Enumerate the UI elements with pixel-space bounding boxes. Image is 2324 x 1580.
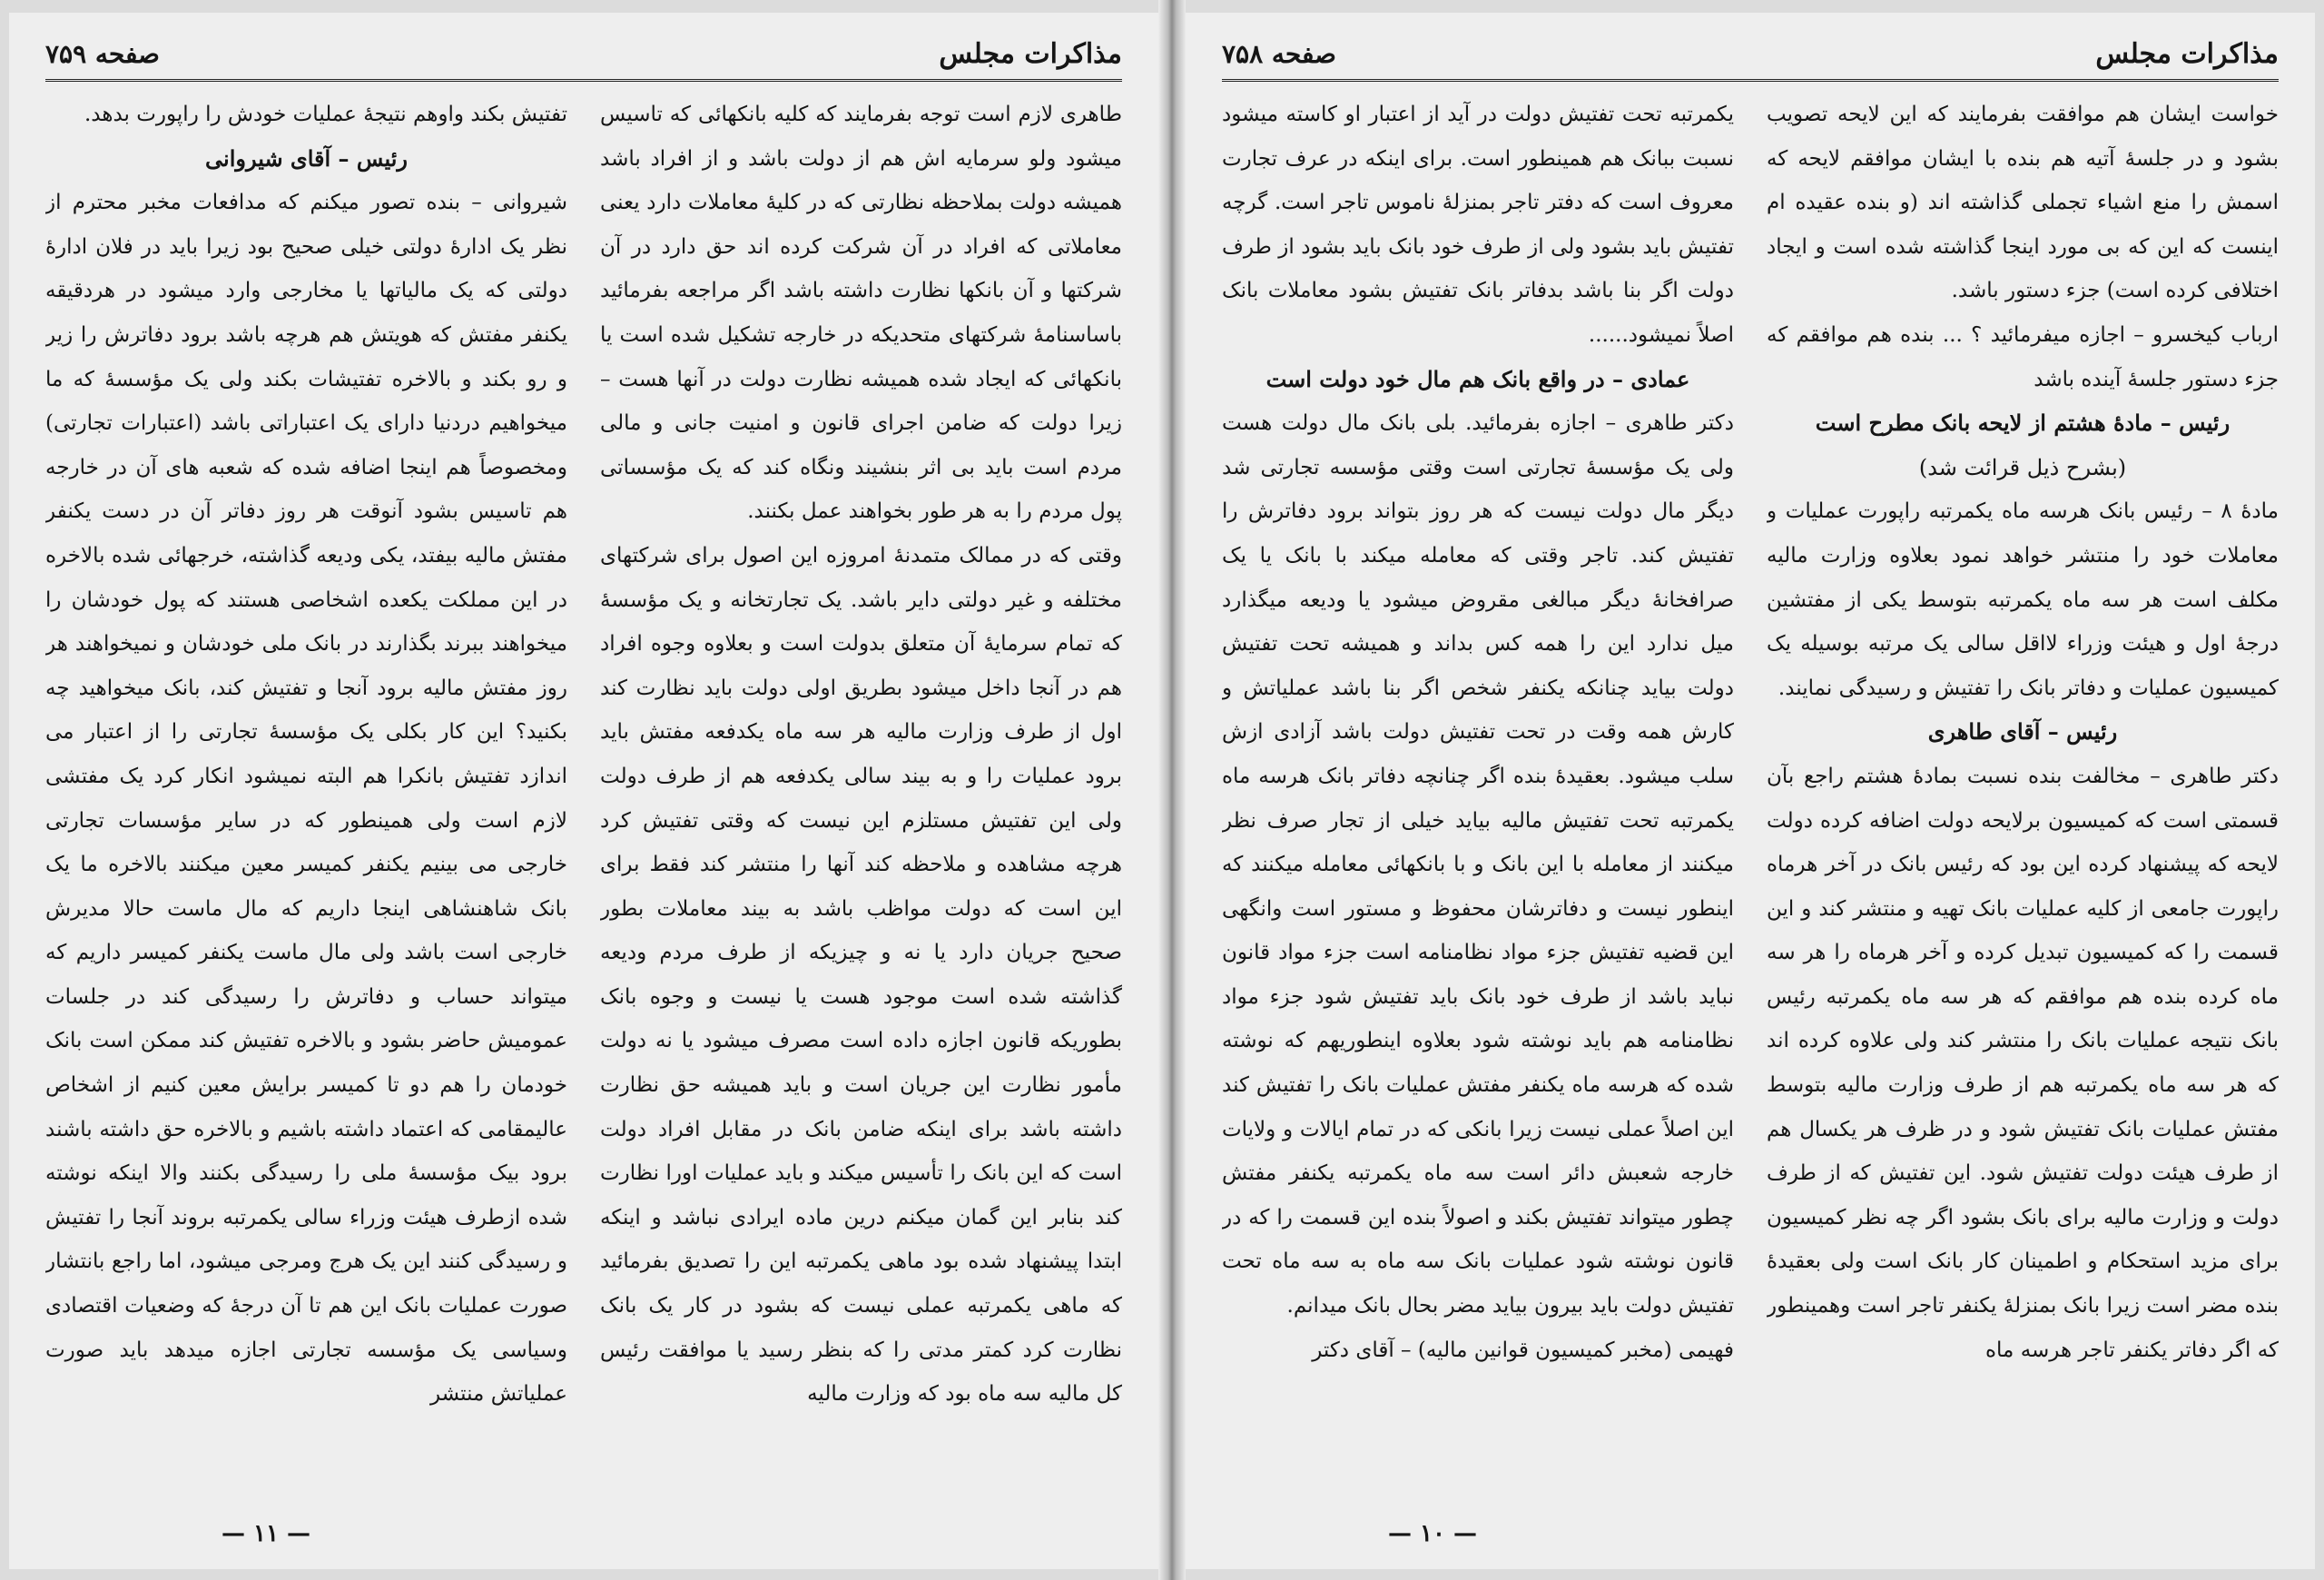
right-header-title: مذاکرات مجلس (2095, 38, 2279, 70)
paragraph: فهیمی (مخبر کمیسیون قوانین مالیه) – آقای دکتر (1312, 1338, 1734, 1362)
left-page-columns (45, 93, 1122, 1506)
right-page-header (1222, 29, 2279, 82)
book-gutter (1158, 0, 1186, 1580)
speaker-heading: رئیس – آقای طاهری (1927, 718, 2118, 746)
reading-note: (بشرح ذیل قرائت شد) (1918, 454, 2127, 480)
agenda-heading: رئیس – مادهٔ هشتم از لایحه بانک مطرح است (1815, 410, 2230, 437)
paragraph: طاهری لازم است توجه بفرمایند که کلیه بانکهائی که تاسیس میشود ولو سرمایه اش هم از دولت باشد و از افراد باشد همیشه دولت بملاحظه نظارتی که در کلیهٔ معاملات دارد یعنی معاملاتی که افراد در آن شرکت کرده اند حق دارد در آن شرکتها و آن بانکها نظارت داشته باشد اگر مراجعه بفرمائید باساسنامهٔ شرکتهای متحدیکه در خارجه تشکیل شده است یا بانکهائی که ایجاد شده همیشه نظارت دولت در آنها هست – زیرا دولت که ضامن اجرای قانون و امنیت جانی و مالی مردم است باید بی اثر بنشیند ونگاه کند که یک مؤسساتی پول مردم را به هر طور بخواهند عمل بکنند. (600, 103, 1122, 524)
left-page-header (45, 29, 1122, 82)
paragraph: تفتیش بکند واوهم نتیجهٔ عملیات خودش را راپورت بدهد. (84, 103, 567, 126)
speaker-heading: عمادی – در واقع بانک هم مال خود دولت است (1265, 365, 1690, 392)
paragraph: دکتر طاهری – مخالفت بنده نسبت بمادهٔ هشتم راجع بآن قسمتی است که کمیسیون برلایحه دولت اضافه کرده دولت لایحه که پیشنهاد کرده این بود که رئیس بانک در آخر هرماه راپورت جامعی از کلیه عملیات بانک تهیه و منتشر کند و این قسمت را که کمیسیون تبدیل کرده و آخر هرماه را هر سه ماه کرده بنده هم موافقم که هر سه ماه یکمرتبه رئیس بانک نتیجه عملیات بانک را منتشر کند ولی علاوه کرده اند که هر سه ماه یکمرتبه هم از طرف وزارت مالیه بتوسط مفتش عملیات بانک تفتیش شود و در ظرف هر یکسال هم از طرف هیئت دولت تفتیش شود. این تفتیش که از طرف دولت و وزارت مالیه برای بانک بشود اگر چه نظر کمیسیون برای مزید استحکام و اطمینان کار بانک است ولی بعقیدهٔ بنده مضر است زیرا بانک بمنزلهٔ یکنفر تاجر است وهمینطور که اگر دفاتر یکنفر تاجر هرسه ماه (1767, 764, 2279, 1362)
paragraph: خواست ایشان هم موافقت بفرمایند که این لایحه تصویب بشود و در جلسهٔ آتیه هم بنده با ایشان موافقم لایحه که اسمش را منع اشیاء تجملی گذاشته اند (و بنده عقیده ام اینست که این که بی مورد اینجا گذاشته شده است و ایجاد اختلافی کرده است) جزء دستور باشد. (1767, 103, 2279, 303)
paragraph: شیروانی – بنده تصور میکنم که مدافعات مخبر محترم از نظر یک ادارهٔ دولتی خیلی صحیح بود زیرا باید در فلان ادارهٔ دولتی که یک مالیاتها یا مخارجی وارد میشود در هردقیقه یکنفر مفتش که هویتش هم هرچه باشد برود دفاترش را زیر و رو بکند و بالاخره تفتیشات بکند ولی یک مؤسسهٔ که ما میخواهیم دردنیا دارای یک اعتباراتی باشد (اعتبارات تجارتی) ومخصوصاً هم اینجا اضافه شده که شعبه های آن در خارجه هم تاسیس بشود آنوقت هر روز دفاتر آن در دست یکنفر مفتش مالیه بیفتد، یکی ودیعه گذاشته، خرجهائی شده بالاخره در این مملکت یکعده اشخاصی هستند که پول خودشان را میخواهند ببرند بگذارند در بانک ملی خودشان و نمیخواهند هر روز مفتش مالیه برود آنجا و تفتیش کند، بانک میخواهید چه بکنید؟ این کار بکلی یک مؤسسهٔ تجارتی را از اعتبار می اندازد تفتیش بانکرا هم البته نمیشود انکار کرد یک مفتشی لازم است ولی همینطور که در سایر مؤسسات تجارتی خارجی می بینیم یکنفر کمیسر معین میکنند بالاخره ما یک بانک شاهنشاهی اینجا داریم که مال ماست حالا مدیرش خارجی است باشد ولی مال ماست یکنفر کمیسر داریم که میتواند حساب و دفاترش را رسیدگی کند در جلسات عمومیش حاضر بشود و بالاخره تفتیش کند ممکن است بانک خودمان را هم دو تا کمیسر برایش معین کنیم از اشخاص عالیمقامی که اعتماد داشته باشیم و بالاخره حق داشته باشند برود بیک مؤسسهٔ ملی را رسیدگی بکنند والا اینکه نوشته شده ازطرف هیئت وزراء سالی یکمرتبه بروند آنجا را تفتیش و رسیدگی کنند این یک هرج ومرجی میشود، اما راجع بانتشار صورت عملیات بانک این هم تا آن درجهٔ که وضعیات اقتصادی وسیاسی یک مؤسسه تجارتی اجازه میدهد باید صورت عملیاتش منتشر (45, 191, 567, 1407)
left-header-page-label: صفحه ۷۵۹ (45, 39, 160, 69)
left-page-column-1 (600, 93, 1122, 1506)
speaker-heading: رئیس – آقای شیروانی (205, 144, 408, 172)
left-page-number: — ۱۱ — (221, 1520, 311, 1547)
paragraph: یکمرتبه تحت تفتیش دولت در آید از اعتبار او کاسته میشود نسبت ببانک هم همینطور است. برای اینکه در عرف تجارت معروف است که دفتر تاجر بمنزلهٔ ناموس تاجر است. گرچه تفتیش باید بشود ولی از طرف خود بانک باید بشود از طرف دولت اگر بنا باشد بدفاتر بانک تفتیش بشود معاملات بانک اصلاً نمیشود...... (1222, 103, 1734, 347)
left-page-column-2 (45, 93, 567, 1506)
paragraph: دکتر طاهری – اجازه بفرمائید. بلی بانک مال دولت هست ولی یک مؤسسهٔ تجارتی است وقتی مؤسسه تجارتی شد دیگر مال دولت نیست که هر روز بتواند برود دفاترش را تفتیش کند. تاجر وقتی که معامله میکند با بانک یا یک صرافخانهٔ دیگر مبالغی مقروض میشود یا ودیعه میگذارد میل ندارد این را همه کس بداند و همیشه تحت تفتیش دولت بیاید چنانکه یکنفر شخص اگر بنا باشد عملیاتش و کارش همه وقت در تحت تفتیش دولت باشد آزادی ازش سلب میشود. بعقیدهٔ بنده اگر چنانچه دفاتر بانک هرسه ماه یکمرتبه تحت تفتیش مالیه بیاید خیلی از تجار صرف نظر میکنند از معامله با این بانک و با بانکهائی معامله میکنند که اینطور نیست و دفاترشان محفوظ و مستور است وانگهی این قضیه تفتیش جزء مواد نظامنامه است جزء مواد قانون نباید باشد از طرف خود بانک باید تفتیش شود جزء مواد نظامنامه هم باید نوشته شود بعلاوه اینطوریهم که نوشته شده که هرسه ماه یکنفر مفتش عملیات بانک را تفتیش کند این اصلاً عملی نیست زیرا بانکی که در تمام ایالات و ولایات خارجه شعبش دائر است سه ماه یکمرتبه یکنفر مفتش چطور میتواند تفتیش بکند و اصولاً بنده این قسمت را که در قانون نوشته شود عملیات بانک سه ماه به سه ماه تحت تفتیش دولت باید بیرون بیاید مضر بحال بانک میدانم. (1222, 411, 1734, 1318)
right-page-columns (1222, 93, 2279, 1506)
paragraph: وقتی که در ممالک متمدنهٔ امروزه این اصول برای شرکتهای مختلفه و غیر دولتی دایر باشد. یک تجارتخانه و یک مؤسسهٔ که تمام سرمایهٔ آن متعلق بدولت است و بعلاوه وجوه افراد هم در آنجا داخل میشود بطریق اولی دولت باید نظارت کند اول از طرف وزارت مالیه هر سه ماه یکدفعه مفتش باید برود عملیات را و به بیند سالی یکدفعه هم از طرف دولت ولی این تفتیش مستلزم این نیست که وقتی تفتیش کرد هرچه مشاهده و ملاحظه کند آنها را منتشر کند فقط برای این است که دولت مواظب باشد به بیند معاملات بطور صحیح جریان دارد یا نه و چیزیکه از طرف مردم ودیعه گذاشته شده است موجود هست یا نیست و وجوه بانک بطوریکه قانون اجازه داده است مصرف میشود یا نه دولت مأمور نظارت این جریان است و باید همیشه حق نظارت داشته باشد برای اینکه ضامن بانک در مقابل افراد دولت است که این بانک را تأسیس میکند و باید عملیات اورا نظارت کند بنابر این گمان میکنم درین ماده ایرادی نباشد و اینکه ابتدا پیشنهاد شده بود ماهی یکمرتبه این را تصدیق بفرمائید که ماهی یکمرتبه عملی نیست که بشود در کار یک بانک نظارت کرد کمتر مدتی را که بنظر رسید یا موافقت رئیس کل مالیه سه ماه بود که وزارت مالیه (600, 543, 1122, 1407)
left-page (9, 13, 1158, 1569)
paragraph: ارباب کیخسرو – اجازه میفرمائید ؟ ... بنده هم موافقم که جزء دستور جلسهٔ آینده باشد (1767, 322, 2279, 391)
right-header-page-label: صفحه ۷۵۸ (1222, 39, 1336, 69)
left-header-title: مذاکرات مجلس (939, 38, 1122, 70)
right-page-column-1 (1767, 93, 2279, 1506)
article-text: مادهٔ ۸ – رئیس بانک هرسه ماه یکمرتبه راپورت عملیات و معاملات خود را منتشر خواهد نمود بعلاوه وزارت مالیه مکلف است هر سه ماه یکمرتبه بتوسط یکی از مفتشین درجهٔ اول و هیئت وزراء لااقل سالی یک مرتبه بوسیله یک کمیسیون عملیات و دفاتر بانک را تفتیش و رسیدگی نمایند. (1767, 499, 2279, 700)
right-page-number: — ۱۰ — (1387, 1520, 1478, 1547)
right-page-column-2 (1222, 93, 1734, 1506)
right-page (1186, 13, 2315, 1569)
